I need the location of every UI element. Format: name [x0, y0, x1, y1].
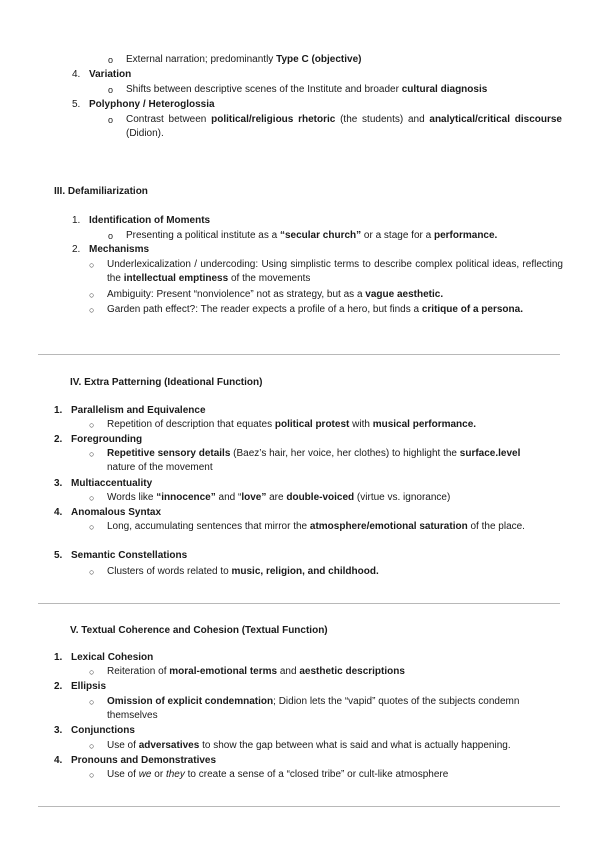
circle-bullet-icon: ○	[89, 305, 95, 315]
list-item-title: Conjunctions	[71, 725, 135, 736]
bullet-text: Use of adversatives to show the gap between what is said and what is actually happening.	[107, 740, 511, 751]
square-bullet-icon: o	[108, 55, 114, 65]
circle-bullet-icon: ○	[89, 493, 95, 503]
section-heading: V. Textual Coherence and Cohesion (Textual Function)	[70, 625, 328, 636]
bullet-text: Contrast between political/religious rhetoric (the students) and analytical/critical discourse (Didion).	[126, 114, 562, 139]
list-number: 2.	[72, 244, 81, 255]
bullet-text: Repetition of description that equates political protest with musical performance.	[107, 419, 477, 430]
section-heading: III. Defamiliarization	[54, 186, 148, 197]
list-number: 5.	[54, 550, 63, 561]
list-number: 4.	[72, 69, 81, 80]
section-divider	[38, 603, 560, 604]
list-number: 2.	[54, 681, 63, 692]
circle-bullet-icon: ○	[89, 697, 95, 707]
square-bullet-icon: o	[108, 115, 114, 125]
bullet-text: Ambiguity: Present “nonviolence” not as strategy, but as a vague aesthetic.	[107, 289, 444, 300]
list-item-title: Parallelism and Equivalence	[71, 405, 206, 416]
circle-bullet-icon: ○	[89, 290, 95, 300]
bullet-text: External narration; predominantly Type C (objective)	[126, 54, 362, 65]
list-number: 5.	[72, 99, 81, 110]
bullet-text: Long, accumulating sentences that mirror the atmosphere/emotional saturation of the place.	[107, 521, 525, 532]
circle-bullet-icon: ○	[89, 260, 95, 270]
bullet-text: Use of we or they to create a sense of a “closed tribe” or cult-like atmosphere	[107, 769, 449, 780]
list-number: 4.	[54, 755, 63, 766]
circle-bullet-icon: ○	[89, 420, 95, 430]
list-number: 1.	[54, 405, 63, 416]
square-bullet-icon: o	[108, 85, 114, 95]
bullet-text: Underlexicalization / undercoding: Using simplistic terms to describe complex political ideas, reflecting the intellectual emptiness of the movements	[107, 259, 563, 284]
list-item-title: Ellipsis	[71, 681, 107, 692]
list-number: 3.	[54, 478, 63, 489]
list-item-title: Polyphony / Heteroglossia	[89, 99, 215, 110]
section-divider	[38, 354, 560, 355]
list-number: 3.	[54, 725, 63, 736]
list-item-title: Mechanisms	[89, 244, 150, 255]
circle-bullet-icon: ○	[89, 667, 95, 677]
list-item-title: Lexical Cohesion	[71, 652, 154, 663]
square-bullet-icon: o	[108, 231, 114, 241]
bullet-text: Garden path effect?: The reader expects a profile of a hero, but finds a critique of a persona.	[107, 304, 523, 315]
section-heading: IV. Extra Patterning (Ideational Function)	[70, 377, 263, 388]
list-item-title: Identification of Moments	[89, 215, 211, 226]
bullet-text: Shifts between descriptive scenes of the Institute and broader cultural diagnosis	[126, 84, 488, 95]
bullet-text: Presenting a political institute as a “secular church” or a stage for a performance.	[126, 230, 498, 241]
bullet-text: Clusters of words related to music, religion, and childhood.	[107, 566, 379, 577]
list-item-title: Variation	[89, 69, 132, 80]
list-number: 2.	[54, 434, 63, 445]
bullet-text: Reiteration of moral-emotional terms and aesthetic descriptions	[107, 666, 405, 677]
bullet-text: Omission of explicit condemnation; Didion lets the “vapid” quotes of the subjects condemn themselves	[107, 696, 520, 721]
list-number: 1.	[54, 652, 63, 663]
bullet-text: Repetitive sensory details (Baez’s hair, her voice, her clothes) to highlight the surface.level nature of the movement	[107, 448, 521, 473]
section-divider	[38, 806, 560, 807]
list-item-title: Foregrounding	[71, 434, 143, 445]
circle-bullet-icon: ○	[89, 770, 95, 780]
circle-bullet-icon: ○	[89, 741, 95, 751]
list-number: 1.	[72, 215, 81, 226]
circle-bullet-icon: ○	[89, 449, 95, 459]
list-item-title: Pronouns and Demonstratives	[71, 755, 217, 766]
bullet-text: Words like “innocence” and “love” are double-voiced (virtue vs. ignorance)	[107, 492, 451, 503]
list-item-title: Semantic Constellations	[71, 550, 188, 561]
list-item-title: Multiaccentuality	[71, 478, 153, 489]
list-item-title: Anomalous Syntax	[71, 507, 162, 518]
circle-bullet-icon: ○	[89, 522, 95, 532]
list-number: 4.	[54, 507, 63, 518]
circle-bullet-icon: ○	[89, 567, 95, 577]
